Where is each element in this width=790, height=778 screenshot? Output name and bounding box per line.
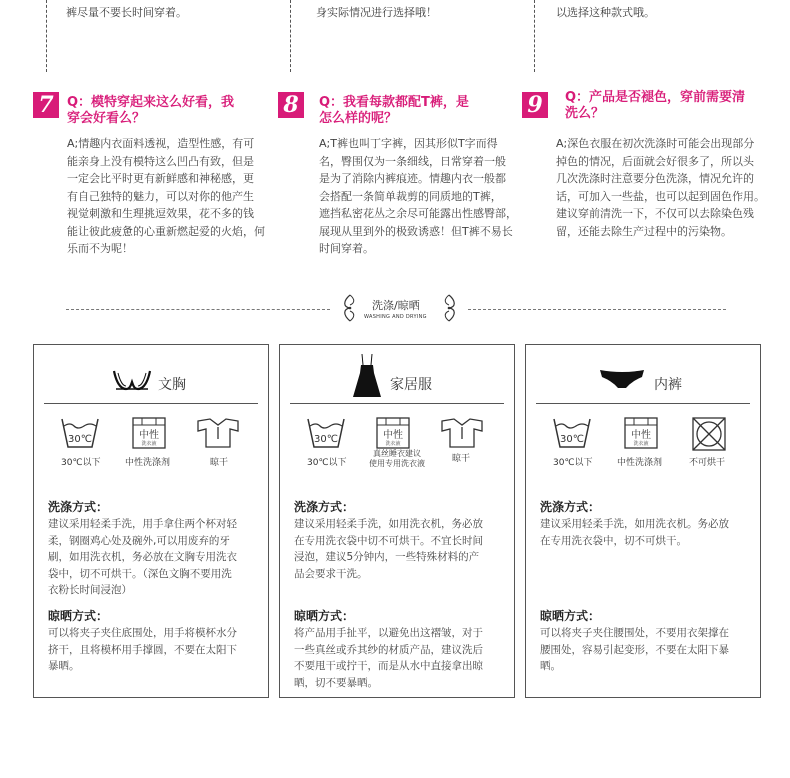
drip-dry-icon (196, 417, 240, 449)
wash-30-icon (306, 417, 346, 449)
wash-method-body (540, 516, 755, 549)
answer-8-line: 是为了消除内裤痕迹。情趣内衣一般都 (319, 172, 506, 185)
dry-line: 晒，切不要暴晒。 (294, 676, 378, 689)
answer-9-line: 建议穿前清洗一下，不仅可以去除染色残 (556, 207, 754, 220)
wash-line: 品会要求干洗。 (294, 567, 368, 580)
wash-line: 建议采用轻柔手洗，如用洗衣机，务必放 (294, 518, 483, 530)
dry-method-body (48, 625, 263, 675)
wash-line: 刷，如用洗衣机，务必放在文胸专用洗衣 (48, 551, 237, 563)
answer-9-line: 话，可加入一些盐，也可以起到固色作用。 (556, 189, 765, 203)
question-8-line2: 怎么样的呢？ (319, 111, 398, 126)
answer-7-line: 能亲身上没有模特这么凹凸有致，但是 (67, 154, 254, 168)
card-divider (44, 403, 258, 404)
dry-method-title: 晾晒方式： (294, 609, 355, 623)
drip-dry-label: 晾干 (210, 458, 229, 468)
question-9-line2: 洗么？ (565, 106, 605, 121)
top-divider-right (534, 0, 535, 72)
neutral-text: 中性 (631, 430, 651, 441)
answer-7-line: A;情趣内衣面料透视，造型性感，有可 (67, 137, 255, 150)
neutral-detergent-icon (132, 417, 166, 449)
wash-30-icon (552, 417, 592, 449)
wash-line: 衣粉长时间浸泡） (48, 584, 132, 596)
wash-label: 30℃以下 (307, 458, 347, 468)
ornament-right-icon (440, 293, 458, 323)
neutral-label: 中性洗涤剂 (125, 458, 171, 468)
answer-8-line: A;T裤也叫丁字裤，因其形似T字而得 (319, 137, 498, 150)
answer-8-line: 会搭配一条简单裁剪的同质地的T裤， (319, 189, 502, 203)
wash-method-title: 洗涤方式： (48, 500, 109, 514)
answer-7-line: 视觉刺激和生理挑逗效果，花不多的钱 (67, 207, 254, 220)
drip-dry-label: 晾干 (452, 454, 471, 464)
wash-method-body (294, 516, 509, 582)
answer-7-line: 一定会比平时更有新鲜感和神秘感，更 (67, 172, 254, 185)
answer-8-line: 遮挡私密花丛之余尽可能露出性感臀部， (319, 207, 517, 220)
card-title-panties: 内裤 (654, 377, 682, 393)
answer-7-line: 乐而不为呢！ (67, 242, 133, 255)
wash-line: 袋中，切不可烘干。（深色文胸不要用洗 (48, 567, 232, 580)
dry-line: 将产品用手扯平，以避免出这褶皱，对于 (294, 627, 483, 639)
wash-label: 30℃以下 (61, 458, 101, 468)
care-card-homewear (279, 344, 515, 698)
washing-title: 洗涤/晾晒 (372, 299, 420, 312)
wash-method-title: 洗涤方式： (540, 500, 601, 514)
care-card-panties (525, 344, 761, 698)
section-rule-right (468, 309, 726, 310)
answer-9-line: A;深色衣服在初次洗涤时可能会出现部分 (556, 137, 755, 150)
question-8-title (319, 95, 469, 127)
answer-8-line: 名，臀围仅为一条细线，日常穿着一般 (319, 154, 506, 168)
wash-label: 30℃以下 (553, 458, 593, 468)
wash-line: 建议采用轻柔手洗，用手拿住两个杯对轻 (48, 518, 237, 530)
dry-line: 一些真丝或乔其纱的材质产品，建议洗后 (294, 643, 483, 656)
wash-line: 在专用洗衣袋中切不可烘干。不宜长时间 (294, 534, 483, 547)
question-number-9: 9 (522, 92, 548, 118)
neutral-small-text: 洗衣液 (385, 441, 401, 447)
answer-7-line: 能让彼此疲惫的心重新燃起爱的火焰，何 (67, 224, 265, 238)
top-divider-mid (290, 0, 291, 72)
answer-7-line: 有自己独特的魅力，可以对你的他产生 (67, 189, 254, 203)
card-title-homewear: 家居服 (390, 377, 432, 393)
answer-8 (319, 135, 544, 258)
wash-method-body (48, 516, 263, 599)
answer-9-line: 几次洗涤时注意要分色洗涤，情况允许的 (556, 172, 754, 185)
slip-dress-icon (352, 353, 382, 399)
answer-7 (67, 135, 292, 258)
answer-9-line: 留，还能去除生产过程中的污染物。 (556, 224, 732, 238)
question-7-line2: 穿会好看么？ (67, 111, 146, 126)
top-line-1: 裤尽量不要长时间穿着。 (66, 6, 187, 19)
dry-line: 可以将夹子夹住腰围处，不要用衣架撑在 (540, 627, 729, 639)
question-number-8: 8 (278, 92, 304, 118)
wash-temp-text: 30℃ (68, 434, 92, 445)
dry-line: 挤干，且将模杯用手撑圆，不要在太阳下 (48, 643, 237, 656)
wash-temp-text: 30℃ (314, 434, 338, 445)
dry-method-title: 晾晒方式： (48, 609, 109, 623)
neutral-text: 中性 (139, 430, 159, 441)
neutral-text: 中性 (383, 430, 403, 441)
card-divider (536, 403, 750, 404)
dry-line: 暴晒。 (48, 660, 80, 672)
dry-method-title: 晾晒方式： (540, 609, 601, 623)
dry-method-body (540, 625, 755, 675)
washing-subtitle: WASHING AND DRYING (364, 314, 427, 320)
answer-9-line: 掉色的情况，后面就会好很多了，所以头 (556, 154, 754, 168)
drip-dry-icon (440, 417, 484, 449)
no-tumble-dry-label: 不可烘干 (689, 458, 726, 468)
bra-icon (112, 367, 152, 395)
question-9-title (565, 90, 745, 122)
question-number-7: 7 (33, 92, 59, 118)
wash-line: 建议采用轻柔手洗，如用洗衣机。务必放 (540, 518, 729, 530)
neutral-small-text: 洗衣液 (633, 441, 649, 447)
dry-line: 晒。 (540, 660, 561, 672)
top-line-3: 以选择这种款式哦。 (556, 6, 655, 19)
top-divider-left (46, 0, 47, 72)
top-line-2: 身实际情况进行选择哦！ (316, 6, 437, 19)
no-tumble-dry-icon (692, 417, 726, 451)
wash-line: 在专用洗衣袋中，切不可烘干。 (540, 534, 687, 547)
neutral-label: 中性洗涤剂 (617, 458, 663, 468)
wash-line: 柔，钢圈鸡心处及碗外,可以用废弃的牙 (48, 534, 230, 547)
ornament-left-icon (341, 293, 359, 323)
dry-line: 腰围处，容易引起变形，不要在太阳下暴 (540, 643, 729, 656)
dry-line: 不要甩干或拧干，而是从水中直接拿出晾 (294, 660, 483, 672)
neutral-label: 真丝睡衣建议 使用专用洗衣液 (369, 449, 425, 468)
dry-method-body (294, 625, 509, 691)
card-title-bra: 文胸 (158, 377, 186, 393)
section-rule-left (66, 309, 330, 310)
card-divider (290, 403, 504, 404)
care-card-bra (33, 344, 269, 698)
wash-line: 浸泡，建议5分钟内，一些特殊材料的产 (294, 551, 480, 563)
answer-9 (556, 135, 788, 240)
question-8-line1: Q：我看每款都配T裤，是 (319, 95, 469, 110)
wash-method-title: 洗涤方式： (294, 500, 355, 514)
neutral-small-text: 洗衣液 (141, 441, 157, 447)
question-7-line1: Q：模特穿起来这么好看，我 (67, 95, 235, 110)
neutral-detergent-icon (624, 417, 658, 449)
answer-8-line: 时间穿着。 (319, 242, 374, 255)
neutral-detergent-icon (376, 417, 410, 449)
wash-30-icon (60, 417, 100, 449)
answer-8-line: 展现从里到外的极致诱惑！但T裤不易长 (319, 224, 513, 238)
wash-temp-text: 30℃ (560, 434, 584, 445)
dry-line: 可以将夹子夹住底围处，用手将模杯水分 (48, 627, 237, 639)
question-9-line1: Q：产品是否褪色，穿前需要清 (565, 90, 746, 105)
question-7-title (67, 95, 234, 127)
panties-icon (598, 367, 646, 391)
